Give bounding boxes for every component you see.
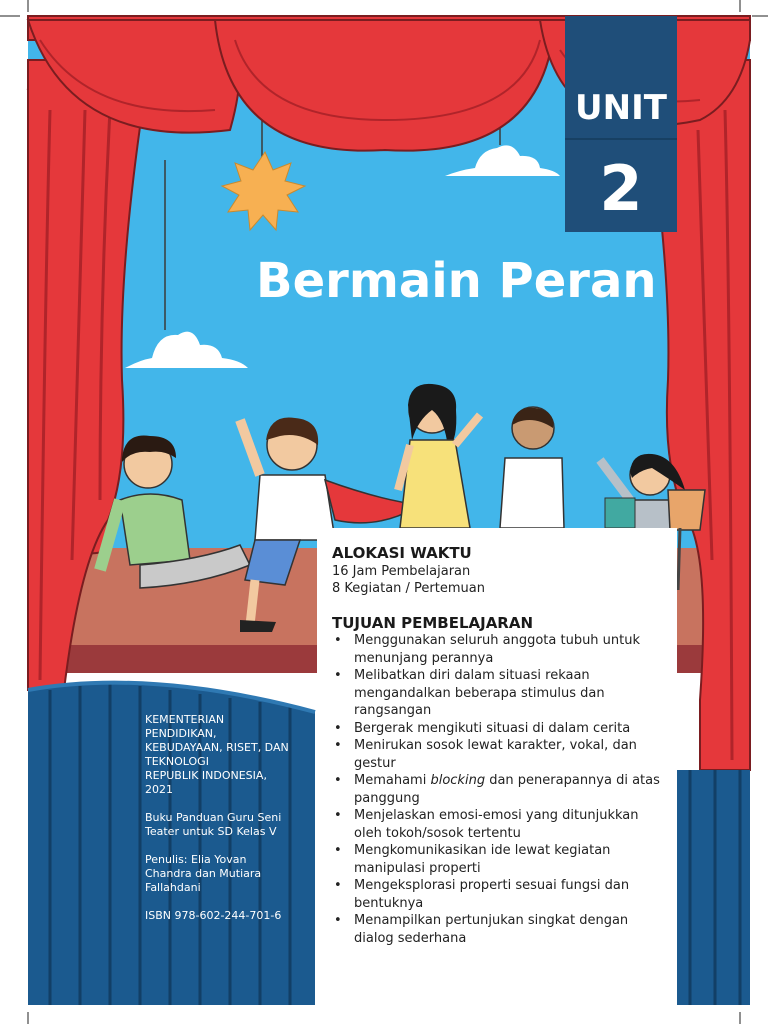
list-item: • Mengeksplorasi properti sesuai fungsi dan bentuknya: [334, 878, 630, 911]
list-item: • Bergerak mengikuti situasi di dalam cerita: [334, 720, 631, 736]
ministry-line: TEKNOLOGI: [145, 755, 209, 768]
ministry-line: REPUBLIK INDONESIA,: [145, 769, 267, 782]
ministry-line: KEMENTERIAN: [145, 713, 225, 726]
allocation-hours: 16 Jam Pembelajaran: [332, 564, 471, 579]
allocation-meetings: 8 Kegiatan / Pertemuan: [332, 581, 485, 596]
author-line: Chandra dan Mutiara: [145, 867, 262, 880]
author-line: Penulis: Elia Yovan: [145, 853, 247, 866]
book-title-line: Buku Panduan Guru Seni: [145, 811, 282, 824]
unit-label: UNIT: [575, 88, 667, 128]
list-item: • Mengkomunikasikan ide lewat kegiatan manipulasi properti: [334, 843, 611, 876]
unit-number: 2: [599, 152, 643, 225]
author-line: Fallahdani: [145, 881, 201, 894]
info-card: [317, 528, 677, 1024]
ministry-line: KEBUDAYAAN, RISET, DAN: [145, 741, 289, 754]
unit-divider: [565, 138, 677, 140]
list-item: • Menirukan sosok lewat karakter, vokal, dan gestur: [334, 738, 637, 771]
ministry-line: PENDIDIKAN,: [145, 727, 217, 740]
blocking-term: blocking: [430, 773, 486, 788]
isbn: ISBN 978-602-244-701-6: [145, 909, 282, 922]
list-item: • Melibatkan diri dalam situasi rekaan mengandalkan beberapa stimulus dan rangsangan: [334, 668, 605, 718]
publisher-info: [145, 713, 305, 923]
allocation-heading: ALOKASI WAKTU: [332, 544, 472, 562]
objectives-heading: TUJUAN PEMBELAJARAN: [332, 614, 534, 632]
list-item: • Menjelaskan emosi-emosi yang ditunjukkan oleh tokoh/sosok tertentu: [334, 808, 639, 841]
list-item: • Menampilkan pertunjukan singkat dengan dialog sederhana: [334, 913, 629, 946]
objectives-list: [332, 632, 667, 947]
audience-seats-right: [677, 770, 750, 1005]
list-item: • Memahami blocking dan penerapannya di atas panggung: [334, 773, 660, 806]
ministry-line: 2021: [145, 783, 173, 796]
list-item: • Menggunakan seluruh anggota tubuh untuk menunjang perannya: [334, 633, 641, 666]
book-title-line: Teater untuk SD Kelas V: [145, 825, 277, 838]
chapter-title: Bermain Peran: [256, 253, 657, 309]
